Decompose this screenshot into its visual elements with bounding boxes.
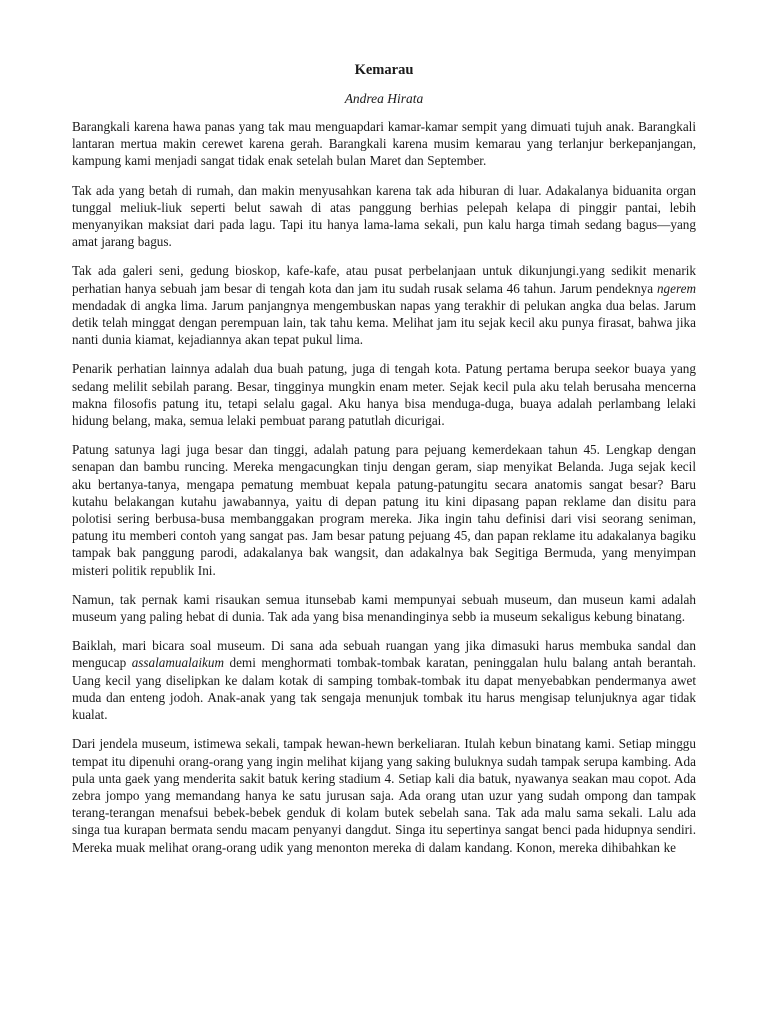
document-title: Kemarau: [354, 62, 414, 78]
paragraph: [72, 182, 696, 251]
paragraph: [72, 262, 696, 348]
paragraph-text: Baiklah, mari bicara soal museum. Di sana ada sebuah ruangan yang jika dimasuki harus membuka sandal dan mengucap: [72, 638, 696, 671]
paragraph-text: Tak ada galeri seni, gedung bioskop, kafe-kafe, atau pusat perbelanjaan untuk dikunjungi.yang sedikit menarik perhatian hanya sebuah jam besar di tengah kota dan jam itu sudah rusak selama 46 tahun. Jarum pendeknya: [72, 263, 696, 296]
paragraph-text: mendadak di angka lima. Jarum panjangnya mengembuskan napas yang terakhir di pelukan angka dua belas. Jarum detik telah minggat dengan perempuan lain, tak tahu kema. Melihat jam itu sejak kecil aku punya firasat, bahwa jika nanti dunia kiamat, kejadiannya akan tepat pukul lima.: [72, 297, 696, 348]
document-author: Andrea Hirata: [344, 91, 424, 106]
document-body: [72, 60, 696, 868]
italic-term: ngerem: [656, 280, 696, 296]
paragraph-text: Patung satunya lagi juga besar dan tinggi, adalah patung para pejuang kemerdekaan tahun 45. Lengkap dengan senapan dan bambu runcing. Mereka mengacungkan tinju dengan geram, siap menyikat Belanda. Juga sejak kecil aku bertanya-tanya, mengapa pematung membuat kepala patung-patungitu secara anatomis sangat besar? Baru kutahu belakangan kutahu jawabannya, yaitu di depan patung itu kini dipasang papan reklame dan disitu para polotisi sering berbusa-busa membanggakan program mereka. Jika ingin tahu definisi dari visi seorang seniman, patung itu memberi contoh yang sangat pas. Jam besar patung pejuang 45, dan papan reklame itu adakalanya bagiku tampak bak panggung parodi, adakalanya bak wangsit, dan adakalnya bak Segitiga Bermuda, yang menyimpan misteri politik republik Ini.: [72, 442, 696, 578]
paragraph-list: [72, 118, 696, 856]
paragraph-text: demi menghormati tombak-tombak karatan, peninggalan hulu balang antah berantah. Uang kecil yang diselipkan ke dalam kotak di samping tombak-tombak itu dapat menyebabkan pendermanya awet muda dan enteng jodoh. Anak-anak yang tak sengaja menunjuk tombak itu harus mengisap telunjuknya agar tidak kualat.: [72, 655, 696, 723]
paragraph: [72, 118, 696, 170]
paragraph-text: Namun, tak pernak kami risaukan semua itunsebab kami mempunyai sebuah museum, dan museun kami adalah museum yang paling hebat di dunia. Tak ada yang bisa menandinginya sebb ia museum sekaligus kebung binatang.: [72, 591, 696, 625]
paragraph: [72, 360, 696, 429]
paragraph: [72, 591, 696, 625]
paragraph: [72, 637, 696, 723]
italic-term: assalamualaikum: [131, 655, 224, 671]
paragraph: [72, 735, 696, 855]
paragraph: [72, 441, 696, 579]
paragraph-text: Barangkali karena hawa panas yang tak mau menguapdari kamar-kamar sempit yang dimuati tujuh anak. Barangkali lantaran mertua makin cerewet karena gerah. Barangkali karena musim kemarau yang terlanjur berkepanjangan, kampung kami menjadi sangat tidak enak setelah bulan Maret dan September.: [72, 119, 696, 169]
paragraph-text: Dari jendela museum, istimewa sekali, tampak hewan-hewn berkeliaran. Itulah kebun binatang kami. Setiap minggu tempat itu dipenuhi orang-orang yang ingin melihat kijang yang saking buluknya sudah tampak serupa kambing. Ada pula unta gaek yang menderita sakit batuk kering stadium 4. Setiap kali dia batuk, nyawanya seakan mau copot. Ada zebra jompo yang memandang hanya ke satu jurusan saja. Ada orang utan uzur yang sudah ompong dan tampak terang-terangan menafsui bebek-bebek genduk di kolam butek sebelah sana. Tak ada malu sama sekali. Lalu ada singa tua kurapan bermata sendu macam penyanyi dangdut. Singa itu sepertinya sangat benci pada hidupnya sendiri. Mereka muak melihat orang-orang udik yang menonton mereka di dalam kandang. Konon, mereka dihibahkan ke: [72, 736, 696, 855]
paragraph-text: Tak ada yang betah di rumah, dan makin menyusahkan karena tak ada hiburan di luar. Adakalanya biduanita organ tunggal meliuk-liuk seperti belut sawah di atas panggung berhias pelepah kelapa di pinggir pantai, lebih menyanyikan maksiat dari pada lagu. Tapi itu hanya lama-lama sekali, pun kalu harga timah sedang bagus—yang amat jarang bagus.: [72, 182, 696, 250]
paragraph-text: Penarik perhatian lainnya adalah dua buah patung, juga di tengah kota. Patung pertama berupa seekor buaya yang sedang melilit sebilah parang. Besar, tingginya mungkin enam meter. Sejak kecil pula aku telah berusaha mencerna makna filosofis patung itu, tetapi selalu gagal. Aku hanya bisa menduga-duga, buaya adalah perlambang lelaki hidung belang, maka, semua lelaki pembuat parang patutlah dicurigai.: [72, 361, 696, 429]
